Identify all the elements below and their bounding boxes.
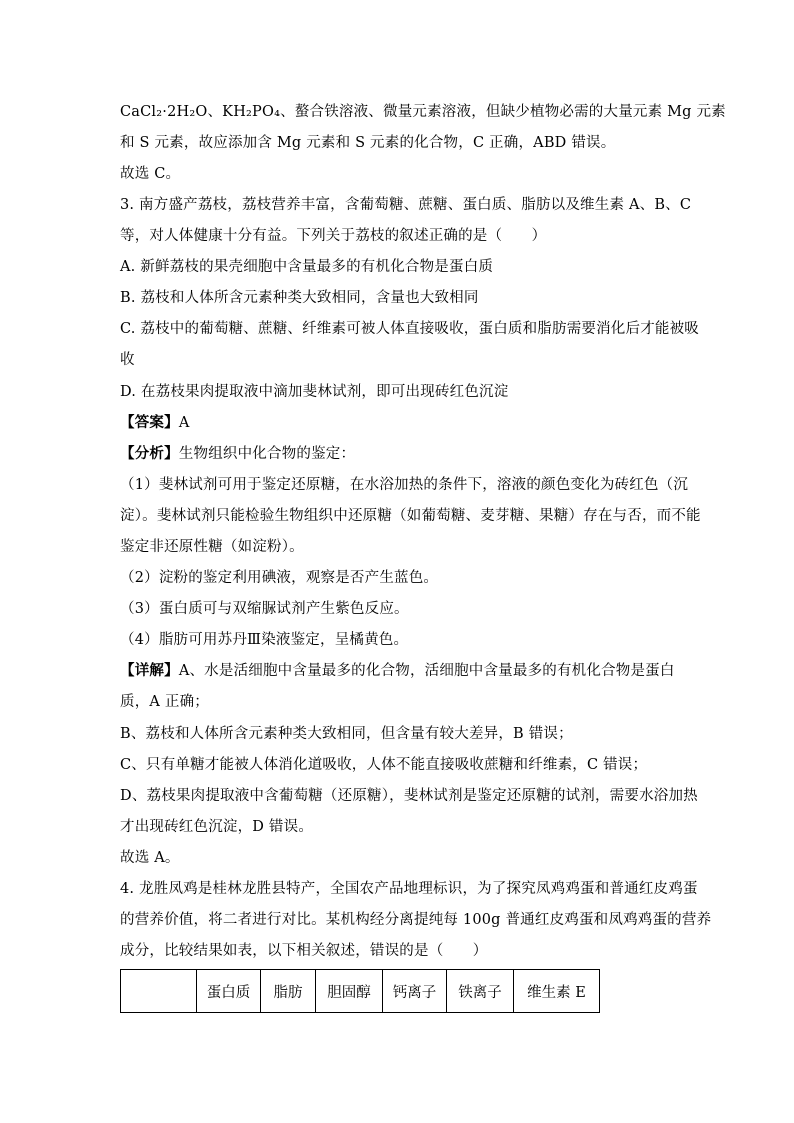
- q3-stem-line-1: 3. 南方盛产荔枝，荔枝营养丰富，含葡萄糖、蔗糖、蛋白质、脂肪以及维生素 A、B、C: [120, 197, 692, 213]
- q3-option-c-line-2: 收: [120, 352, 135, 368]
- answer-value: A: [178, 415, 190, 431]
- q3-option-d: D. 在荔枝果肉提取液中滴加斐林试剂，即可出现砖红色沉淀: [120, 384, 509, 400]
- answer-label: 【答案】: [120, 414, 179, 431]
- table-header-cell: 蛋白质: [197, 970, 261, 1013]
- q3-detail-d-line-1: D、荔枝果肉提取液中含葡萄糖（还原糖），斐林试剂是鉴定还原糖的试剂，需要水浴加热: [120, 788, 698, 804]
- q3-analysis-1-line-3: 鉴定非还原性糖（如淀粉）。: [120, 539, 304, 555]
- analysis-label: 【分析】: [120, 445, 179, 462]
- q2-tail-line-2: 和 S 元素，故应添加含 Mg 元素和 S 元素的化合物，C 正确，ABD 错误。: [120, 135, 616, 151]
- q4-stem-line-3: 成分，比较结果如表，以下相关叙述，错误的是（ ）: [120, 943, 488, 959]
- table-header-cell: 铁离子: [447, 970, 514, 1013]
- q3-analysis-4: （4）脂肪可用苏丹Ⅲ染液鉴定，呈橘黄色。: [120, 632, 409, 648]
- table-header-cell: 维生素 E: [514, 970, 600, 1013]
- q3-analysis-heading: [120, 444, 355, 464]
- q4-stem-line-2: 的营养价值，将二者进行对比。某机构经分离提纯每 100g 普通红皮鸡蛋和凤鸡鸡蛋的营养: [120, 912, 712, 928]
- q3-option-c-line-1: C. 荔枝中的葡萄糖、蔗糖、纤维素可被人体直接吸收，蛋白质和脂肪需要消化后才能被吸: [120, 321, 699, 337]
- q3-analysis-2: （2）淀粉的鉴定利用碘液，观察是否产生蓝色。: [120, 570, 439, 586]
- table-header-cell: 钙离子: [383, 970, 447, 1013]
- table-header-cell: [121, 970, 197, 1013]
- q3-analysis-3: （3）蛋白质可与双缩脲试剂产生紫色反应。: [120, 601, 409, 617]
- q3-detail-b: B、荔枝和人体所含元素种类大致相同，但含量有较大差异，B 错误；: [120, 726, 573, 742]
- q3-detail-d-line-2: 才出现砖红色沉淀，D 错误。: [120, 819, 314, 835]
- q3-option-a: A. 新鲜荔枝的果壳细胞中含量最多的有机化合物是蛋白质: [120, 259, 494, 275]
- q3-detail-a-line-1: [120, 661, 675, 681]
- q3-answer: [120, 413, 189, 433]
- table-header-cell: 胆固醇: [316, 970, 383, 1013]
- q2-conclusion: 故选 C。: [120, 166, 181, 182]
- q3-analysis-1-line-2: 淀）。斐林试剂只能检验生物组织中还原糖（如葡萄糖、麦芽糖、果糖）存在与否，而不能: [120, 508, 701, 524]
- q3-option-b: B. 荔枝和人体所含元素种类大致相同，含量也大致相同: [120, 290, 479, 306]
- detail-label: 【详解】: [120, 662, 179, 679]
- q3-conclusion: 故选 A。: [120, 850, 180, 866]
- q2-tail-line-1: CaCl₂·2H₂O、KH₂PO₄、螯合铁溶液、微量元素溶液，但缺少植物必需的大量元素 Mg 元素: [120, 104, 726, 120]
- q3-detail-a-line-2: 质，A 正确；: [120, 694, 209, 710]
- q3-analysis-1-line-1: （1）斐林试剂可用于鉴定还原糖，在水浴加热的条件下，溶液的颜色变化为砖红色（沉: [120, 477, 689, 493]
- table-header-cell: 脂肪: [261, 970, 316, 1013]
- nutrition-table: [120, 969, 600, 1013]
- q3-detail-c: C、只有单糖才能被人体消化道吸收，人体不能直接吸收蔗糖和纤维素，C 错误；: [120, 757, 648, 773]
- q3-stem-line-2: 等，对人体健康十分有益。下列关于荔枝的叙述正确的是（ ）: [120, 228, 547, 244]
- q4-stem-line-1: 4. 龙胜凤鸡是桂林龙胜县特产，全国农产品地理标识，为了探究凤鸡鸡蛋和普通红皮鸡蛋: [120, 881, 698, 897]
- detail-a-text: A、水是活细胞中含量最多的化合物，活细胞中含量最多的有机化合物是蛋白: [178, 663, 675, 679]
- analysis-title: 生物组织中化合物的鉴定：: [178, 446, 356, 462]
- table-header-row: [121, 970, 600, 1013]
